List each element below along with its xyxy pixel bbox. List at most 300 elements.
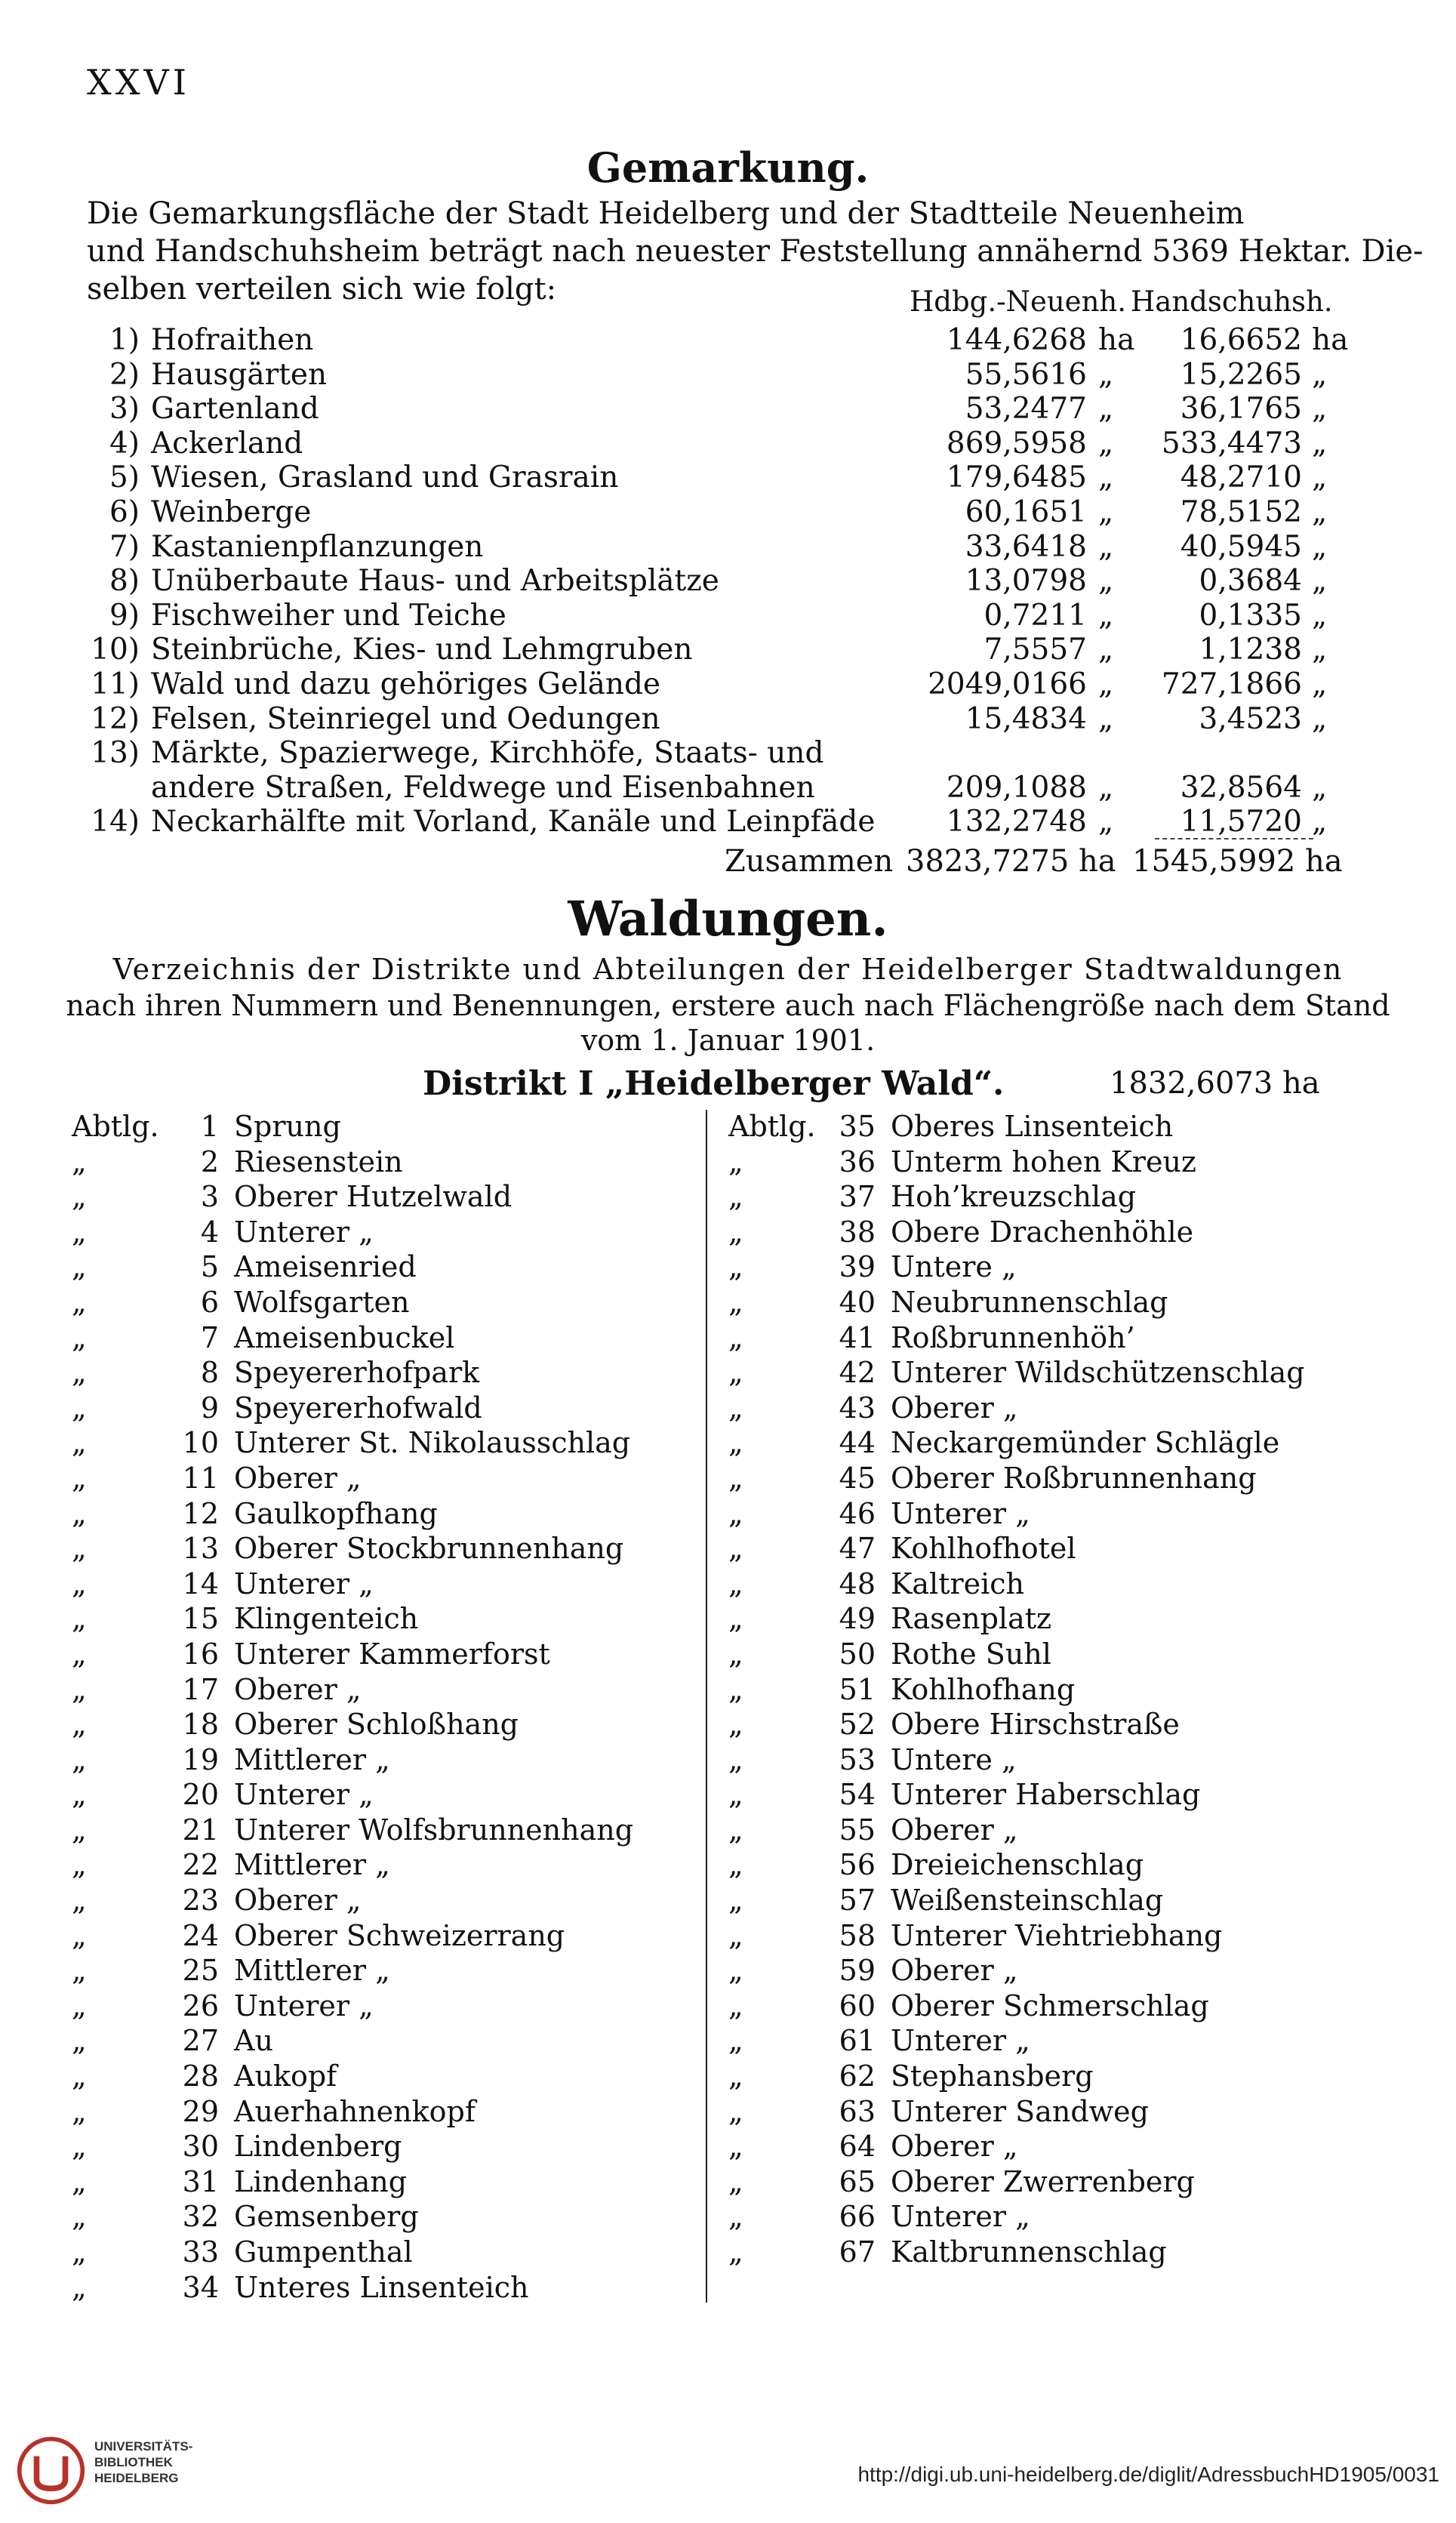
row-name: Wald und dazu gehöriges Gelände: [151, 667, 660, 701]
abteilung-name: Oberer „: [234, 1884, 362, 1918]
row-number: 4): [109, 426, 140, 461]
abteilung-prefix: „: [72, 1391, 87, 1425]
abteilung-item: [72, 2235, 691, 2271]
abteilungen-right-list: [728, 1110, 1408, 2271]
abteilung-number: 57: [839, 1884, 876, 1918]
abteilung-prefix: „: [728, 1742, 743, 1776]
abteilung-item: [72, 1321, 691, 1357]
gemarkung-row: [68, 323, 1349, 358]
row-name: Kastanienpflanzungen: [151, 529, 484, 564]
unit-handschuhsheim: „: [1312, 357, 1328, 392]
abteilung-prefix: „: [72, 1602, 87, 1636]
abteilung-name: Unterer „: [234, 1566, 374, 1600]
abteilung-name: Oberer Stockbrunnenhang: [234, 1532, 624, 1566]
abteilung-name: Hoh’kreuzschlag: [891, 1180, 1137, 1214]
abteilung-prefix: „: [728, 1250, 743, 1284]
abteilung-prefix: „: [72, 2059, 87, 2093]
abteilung-name: Obere Hirschstraße: [891, 1708, 1180, 1742]
abteilung-number: 48: [839, 1566, 876, 1600]
abteilung-name: Unterm hohen Kreuz: [891, 1144, 1196, 1178]
intro-line: selben verteilen sich wie folgt:: [87, 272, 557, 307]
unit-handschuhsheim: „: [1312, 461, 1328, 495]
abteilung-item: [72, 2165, 691, 2201]
unit-handschuhsheim: ha: [1312, 323, 1349, 357]
abteilung-item: [728, 1919, 1408, 1955]
abteilung-item: [728, 1110, 1408, 1145]
abteilung-number: 44: [839, 1426, 876, 1460]
abteilung-name: Oberer Zwerrenberg: [891, 2164, 1195, 2198]
abteilung-item: [72, 2200, 691, 2235]
abteilung-item: [72, 1919, 691, 1955]
abteilung-item: [728, 1848, 1408, 1884]
abteilung-number: 4: [200, 1215, 219, 1249]
unit-heidelberg: „: [1098, 564, 1114, 599]
abteilung-item: [728, 1743, 1408, 1779]
abteilung-item: [72, 1145, 691, 1181]
value-handschuhsheim: 16,6652: [1180, 323, 1302, 357]
abteilung-prefix: „: [728, 2059, 743, 2093]
unit-handschuhsheim: „: [1312, 426, 1328, 461]
abteilung-prefix: Abtlg.: [728, 1110, 816, 1143]
abteilung-number: 53: [839, 1742, 876, 1776]
value-heidelberg: 33,6418: [965, 529, 1087, 564]
abteilung-number: 19: [182, 1742, 219, 1776]
abteilung-prefix: „: [728, 1918, 743, 1952]
abteilung-prefix: „: [728, 1426, 743, 1460]
library-name-line: HEIDELBERG: [94, 2471, 179, 2485]
abteilung-prefix: „: [728, 1461, 743, 1495]
abteilung-number: 13: [182, 1532, 219, 1566]
library-name-line: BIBLIOTHEK: [94, 2455, 173, 2469]
unit-heidelberg: „: [1098, 633, 1114, 667]
row-number: 14): [91, 805, 140, 839]
row-name: Fischweiher und Teiche: [151, 598, 506, 633]
abteilung-item: [72, 2024, 691, 2059]
abteilung-prefix: „: [72, 1813, 87, 1847]
abteilung-item: [728, 1989, 1408, 2025]
abteilung-prefix: „: [728, 1954, 743, 1988]
abteilung-item: [72, 2095, 691, 2130]
abteilung-number: 1: [200, 1110, 219, 1143]
unit-handschuhsheim: „: [1312, 805, 1328, 839]
row-name: andere Straßen, Feldwege und Eisenbahnen: [151, 770, 815, 805]
intro-line: und Handschuhsheim beträgt nach neuester Feststellung annähernd 5369 Hektar. Die-: [87, 234, 1424, 269]
value-heidelberg: 60,1651: [965, 495, 1087, 529]
abteilung-name: Unterer „: [891, 1496, 1030, 1530]
abteilung-name: Unterer St. Nikolausschlag: [234, 1426, 631, 1460]
abteilung-prefix: „: [728, 2235, 743, 2269]
gemarkung-row: [68, 805, 1336, 839]
abteilung-item: [72, 1673, 691, 1708]
gemarkung-row: [68, 702, 1336, 737]
abteilung-prefix: „: [728, 1356, 743, 1390]
abteilung-item: [728, 2024, 1408, 2059]
unit-heidelberg: „: [1098, 357, 1114, 392]
abteilung-name: Kaltbrunnenschlag: [891, 2235, 1167, 2269]
abteilung-prefix: „: [728, 1708, 743, 1742]
row-number: 11): [91, 667, 140, 701]
abteilung-number: 49: [839, 1602, 876, 1636]
abteilung-name: Kohlhofhang: [891, 1672, 1076, 1706]
abteilung-number: 46: [839, 1496, 876, 1530]
abteilung-item: [728, 1884, 1408, 1919]
abteilung-prefix: „: [72, 1461, 87, 1495]
abteilung-number: 50: [839, 1637, 876, 1671]
abteilung-name: Dreieichenschlag: [891, 1848, 1144, 1882]
abteilung-name: Unterer „: [234, 1989, 374, 2022]
abteilung-name: Unterer Wolfsbrunnenhang: [234, 1813, 634, 1847]
abteilung-item: [728, 1180, 1408, 1215]
abteilung-number: 32: [182, 2200, 219, 2234]
abteilung-number: 67: [839, 2235, 876, 2269]
row-number: 7): [109, 529, 140, 564]
row-number: 3): [109, 392, 140, 427]
abteilung-number: 27: [182, 2024, 219, 2058]
abteilung-item: [728, 2130, 1408, 2165]
abteilung-name: Oberer Schweizerrang: [234, 1918, 565, 1952]
abteilung-prefix: „: [728, 1391, 743, 1425]
abteilung-item: [728, 1778, 1408, 1813]
abteilung-prefix: „: [728, 1602, 743, 1636]
abteilung-name: Speyererhofpark: [234, 1356, 480, 1390]
abteilung-item: [72, 1778, 691, 1813]
abteilung-name: Lindenhang: [234, 2164, 408, 2198]
abteilung-name: Obere Drachenhöhle: [891, 1215, 1194, 1249]
abteilung-number: 38: [839, 1215, 876, 1249]
abteilung-name: Aukopf: [234, 2059, 337, 2093]
abteilung-number: 40: [839, 1285, 876, 1319]
abteilung-number: 25: [182, 1954, 219, 1988]
abteilung-prefix: „: [72, 1215, 87, 1249]
unit-heidelberg: „: [1098, 667, 1114, 701]
abteilung-item: [72, 1813, 691, 1849]
unit-heidelberg: „: [1098, 392, 1114, 427]
abteilung-number: 60: [839, 1989, 876, 2022]
abteilung-name: Oberer „: [891, 2130, 1018, 2164]
value-handschuhsheim: 533,4473: [1161, 426, 1302, 461]
district-area: 1832,6073 ha: [1110, 1066, 1320, 1101]
abteilungen-left-list: [72, 1110, 691, 2306]
abteilung-name: Sprung: [234, 1110, 341, 1143]
abteilung-number: 58: [839, 1918, 876, 1952]
abteilung-name: Unterer Kammerforst: [234, 1637, 550, 1671]
abteilung-prefix: „: [72, 1954, 87, 1988]
value-heidelberg: 7,5557: [983, 633, 1087, 667]
abteilung-number: 26: [182, 1989, 219, 2022]
unit-handschuhsheim: „: [1312, 701, 1328, 736]
abteilung-item: [72, 1110, 691, 1145]
gemarkung-row: [68, 495, 1336, 530]
value-heidelberg: 179,6485: [946, 461, 1087, 495]
abteilung-prefix: „: [72, 2024, 87, 2058]
abteilung-item: [72, 1215, 691, 1251]
abteilung-number: 63: [839, 2094, 876, 2128]
value-heidelberg: 53,2477: [965, 392, 1087, 427]
abteilung-name: Neckargemünder Schlägle: [891, 1426, 1280, 1460]
abteilung-item: [728, 1145, 1408, 1181]
abteilung-item: [72, 1637, 691, 1673]
abteilung-item: [728, 1462, 1408, 1497]
abteilung-name: Oberer „: [891, 1391, 1018, 1425]
abteilung-name: Weißensteinschlag: [891, 1884, 1164, 1918]
library-name-line: UNIVERSITÄTS-: [94, 2439, 193, 2454]
abteilung-number: 3: [200, 1180, 219, 1214]
abteilung-item: [72, 1391, 691, 1427]
abteilung-item: [72, 1532, 691, 1567]
abteilung-number: 54: [839, 1778, 876, 1812]
abteilung-item: [72, 1848, 691, 1884]
row-number: 2): [109, 357, 140, 392]
abteilung-prefix: „: [72, 1742, 87, 1776]
abteilung-prefix: „: [72, 1180, 87, 1214]
abteilung-item: [72, 1426, 691, 1462]
abteilung-item: [728, 1673, 1408, 1708]
abteilung-number: 59: [839, 1954, 876, 1988]
value-handschuhsheim: 727,1866: [1161, 667, 1302, 701]
abteilung-item: [728, 1602, 1408, 1637]
abteilung-number: 2: [200, 1144, 219, 1178]
column-header-heidelberg: Hdbg.-Neuenh.: [910, 285, 1127, 318]
abteilung-item: [728, 1637, 1408, 1673]
abteilung-name: Untere „: [891, 1250, 1017, 1284]
abteilung-name: Unteres Linsenteich: [234, 2270, 529, 2304]
abteilung-prefix: „: [728, 1848, 743, 1882]
value-handschuhsheim: 0,3684: [1199, 564, 1302, 599]
row-name: Weinberge: [151, 495, 312, 529]
abteilung-item: [72, 1989, 691, 2025]
abteilung-prefix: „: [728, 2024, 743, 2058]
abteilung-prefix: „: [728, 1637, 743, 1671]
abteilung-number: 56: [839, 1848, 876, 1882]
unit-heidelberg: „: [1098, 461, 1114, 495]
abteilung-name: Oberer Schmerschlag: [891, 1989, 1209, 2022]
dashed-rule: [1155, 838, 1313, 839]
abteilung-prefix: „: [728, 1532, 743, 1566]
abteilung-item: [728, 2200, 1408, 2235]
abteilung-number: 14: [182, 1566, 219, 1600]
value-handschuhsheim: 40,5945: [1180, 529, 1302, 564]
abteilung-number: 23: [182, 1884, 219, 1918]
value-heidelberg: 209,1088: [946, 770, 1087, 805]
abteilung-prefix: „: [72, 1144, 87, 1178]
unit-handschuhsheim: „: [1312, 392, 1328, 427]
abteilung-item: [728, 1708, 1408, 1743]
abteilung-name: Kohlhofhotel: [891, 1532, 1076, 1566]
abteilung-prefix: „: [728, 1884, 743, 1918]
abteilung-number: 15: [182, 1602, 219, 1636]
abteilung-item: [72, 1180, 691, 1215]
abteilung-number: 29: [182, 2094, 219, 2128]
abteilung-prefix: „: [72, 1566, 87, 1600]
abteilung-number: 20: [182, 1778, 219, 1812]
abteilung-number: 28: [182, 2059, 219, 2093]
district-title: Distrikt I „Heidelberger Wald“.: [423, 1064, 1005, 1103]
abteilung-prefix: „: [72, 1672, 87, 1706]
gemarkung-row: [68, 392, 1336, 427]
abteilung-prefix: „: [72, 1708, 87, 1742]
row-name: Felsen, Steinriegel und Oedungen: [151, 701, 660, 736]
abteilung-prefix: „: [72, 1848, 87, 1882]
unit-handschuhsheim: „: [1312, 667, 1328, 701]
value-heidelberg: 144,6268: [946, 323, 1087, 357]
abteilung-prefix: „: [728, 1989, 743, 2022]
value-handschuhsheim: 3,4523: [1199, 701, 1302, 736]
abteilung-name: Oberer Roßbrunnenhang: [891, 1461, 1257, 1495]
unit-handschuhsheim: „: [1312, 495, 1328, 529]
abteilung-prefix: „: [72, 2270, 87, 2304]
row-name: Hofraithen: [151, 323, 314, 357]
row-number: 1): [109, 323, 140, 357]
abteilung-number: 51: [839, 1672, 876, 1706]
value-handschuhsheim: 15,2265: [1180, 357, 1302, 392]
abteilung-prefix: „: [728, 1813, 743, 1847]
abteilung-number: 22: [182, 1848, 219, 1882]
abteilung-number: 6: [200, 1285, 219, 1319]
row-name: Hausgärten: [151, 357, 328, 392]
abteilung-prefix: „: [72, 1320, 87, 1354]
row-number: 5): [109, 461, 140, 495]
row-number: 6): [109, 495, 140, 529]
unit-heidelberg: „: [1098, 770, 1114, 805]
abteilung-number: 7: [200, 1320, 219, 1354]
abteilung-prefix: „: [728, 2094, 743, 2128]
value-heidelberg: 2049,0166: [928, 667, 1087, 701]
abteilung-name: Ameisenbuckel: [234, 1320, 455, 1354]
abteilung-number: 42: [839, 1356, 876, 1390]
abteilung-name: Unterer Haberschlag: [891, 1778, 1201, 1812]
unit-heidelberg: „: [1098, 805, 1114, 839]
gemarkung-row: [68, 667, 1336, 702]
abteilung-item: [72, 1602, 691, 1637]
abteilung-number: 66: [839, 2200, 876, 2234]
abteilung-prefix: „: [728, 1672, 743, 1706]
abteilung-item: [728, 2095, 1408, 2130]
value-heidelberg: 869,5958: [946, 426, 1087, 461]
abteilung-prefix: „: [72, 1918, 87, 1952]
abteilung-item: [72, 2130, 691, 2165]
unit-handschuhsheim: „: [1312, 770, 1328, 805]
abteilung-name: Klingenteich: [234, 1602, 419, 1636]
abteilung-name: Gaulkopfhang: [234, 1496, 438, 1530]
abteilung-number: 5: [200, 1250, 219, 1284]
abteilung-number: 9: [200, 1391, 219, 1425]
abteilung-item: [72, 1567, 691, 1603]
abteilung-item: [728, 1813, 1408, 1849]
row-name: Neckarhälfte mit Vorland, Kanäle und Leinpfäde: [151, 805, 876, 839]
abteilung-item: [72, 1462, 691, 1497]
abteilung-name: Unterer „: [234, 1215, 374, 1249]
row-name: Gartenland: [151, 392, 319, 427]
abteilung-item: [728, 2235, 1408, 2271]
abteilung-name: Oberer „: [234, 1461, 362, 1495]
abteilung-item: [728, 1532, 1408, 1567]
unit-heidelberg: „: [1098, 495, 1114, 529]
abteilung-prefix: „: [72, 2164, 87, 2198]
abteilung-number: 30: [182, 2130, 219, 2164]
abteilung-number: 61: [839, 2024, 876, 2058]
abteilung-item: [728, 1567, 1408, 1603]
abteilung-name: Neubrunnenschlag: [891, 1285, 1168, 1319]
abteilung-item: [728, 1391, 1408, 1427]
abteilung-name: Roßbrunnenhöh’: [891, 1320, 1135, 1354]
abteilung-item: [728, 1250, 1408, 1286]
value-heidelberg: 55,5616: [965, 357, 1087, 392]
abteilung-name: Unterer Wildschützenschlag: [891, 1356, 1305, 1390]
abteilung-name: Unterer „: [891, 2024, 1030, 2058]
abteilung-prefix: „: [72, 1532, 87, 1566]
abteilung-number: 64: [839, 2130, 876, 2164]
abteilung-name: Oberes Linsenteich: [891, 1110, 1174, 1143]
abteilung-prefix: „: [728, 1320, 743, 1354]
gemarkung-row: [68, 530, 1336, 565]
abteilung-name: Mittlerer „: [234, 1742, 390, 1776]
abteilung-prefix: „: [728, 1144, 743, 1178]
gemarkung-row: [68, 564, 1336, 599]
intro-line: Die Gemarkungsfläche der Stadt Heidelberg und der Stadtteile Neuenheim: [87, 196, 1245, 231]
waldungen-subtitle-1: Verzeichnis der Distrikte und Abteilungen der Heidelberger Stadtwaldungen: [112, 953, 1344, 986]
gemarkung-row: [68, 736, 1336, 771]
abteilung-name: Oberer „: [891, 1954, 1018, 1988]
gemarkung-title: Gemarkung.: [586, 143, 870, 192]
abteilung-prefix: „: [72, 1778, 87, 1812]
row-name: Unüberbaute Haus- und Arbeitsplätze: [151, 564, 719, 599]
abteilung-number: 37: [839, 1180, 876, 1214]
row-number: 8): [109, 564, 140, 599]
abteilung-item: [728, 1215, 1408, 1251]
abteilung-item: [72, 1743, 691, 1779]
unit-handschuhsheim: „: [1312, 529, 1328, 564]
row-name: Märkte, Spazierwege, Kirchhöfe, Staats- und: [151, 736, 824, 771]
value-handschuhsheim: 78,5152: [1180, 495, 1302, 529]
abteilung-prefix: „: [728, 1496, 743, 1530]
abteilung-number: 8: [200, 1356, 219, 1390]
abteilung-prefix: „: [72, 2130, 87, 2164]
abteilung-item: [72, 1356, 691, 1391]
sum-handschuhsheim: 1545,5992 ha: [1132, 844, 1343, 879]
abteilung-name: Kaltreich: [891, 1566, 1025, 1600]
abteilung-number: 47: [839, 1532, 876, 1566]
value-handschuhsheim: 0,1335: [1199, 598, 1302, 633]
waldungen-title: Waldungen.: [568, 891, 888, 947]
row-name: Ackerland: [151, 426, 303, 461]
unit-handschuhsheim: „: [1312, 564, 1328, 599]
abteilung-name: Ameisenried: [234, 1250, 417, 1284]
abteilung-item: [72, 1497, 691, 1533]
row-number: 10): [91, 633, 140, 667]
abteilung-number: 45: [839, 1461, 876, 1495]
abteilung-name: Lindenberg: [234, 2130, 402, 2164]
value-handschuhsheim: 36,1765: [1180, 392, 1302, 427]
abteilung-prefix: „: [72, 2094, 87, 2128]
abteilung-name: Oberer Schloßhang: [234, 1708, 519, 1742]
abteilung-name: Gemsenberg: [234, 2200, 419, 2234]
unit-heidelberg: „: [1098, 701, 1114, 736]
source-url[interactable]: http://digi.ub.uni-heidelberg.de/diglit/AdressbuchHD1905/0031: [857, 2463, 1439, 2486]
abteilung-name: Oberer „: [234, 1672, 362, 1706]
abteilung-name: Mittlerer „: [234, 1848, 390, 1882]
value-handschuhsheim: 1,1238: [1199, 633, 1302, 667]
abteilung-number: 16: [182, 1637, 219, 1671]
unit-handschuhsheim: „: [1312, 633, 1328, 667]
abteilung-prefix: „: [728, 2200, 743, 2234]
abteilung-item: [728, 1497, 1408, 1533]
row-number: 12): [91, 701, 140, 736]
abteilung-prefix: „: [728, 1180, 743, 1214]
value-heidelberg: 0,7211: [983, 598, 1087, 633]
column-divider: [706, 1110, 707, 2303]
abteilung-prefix: „: [728, 2164, 743, 2198]
abteilung-prefix: „: [728, 2130, 743, 2164]
